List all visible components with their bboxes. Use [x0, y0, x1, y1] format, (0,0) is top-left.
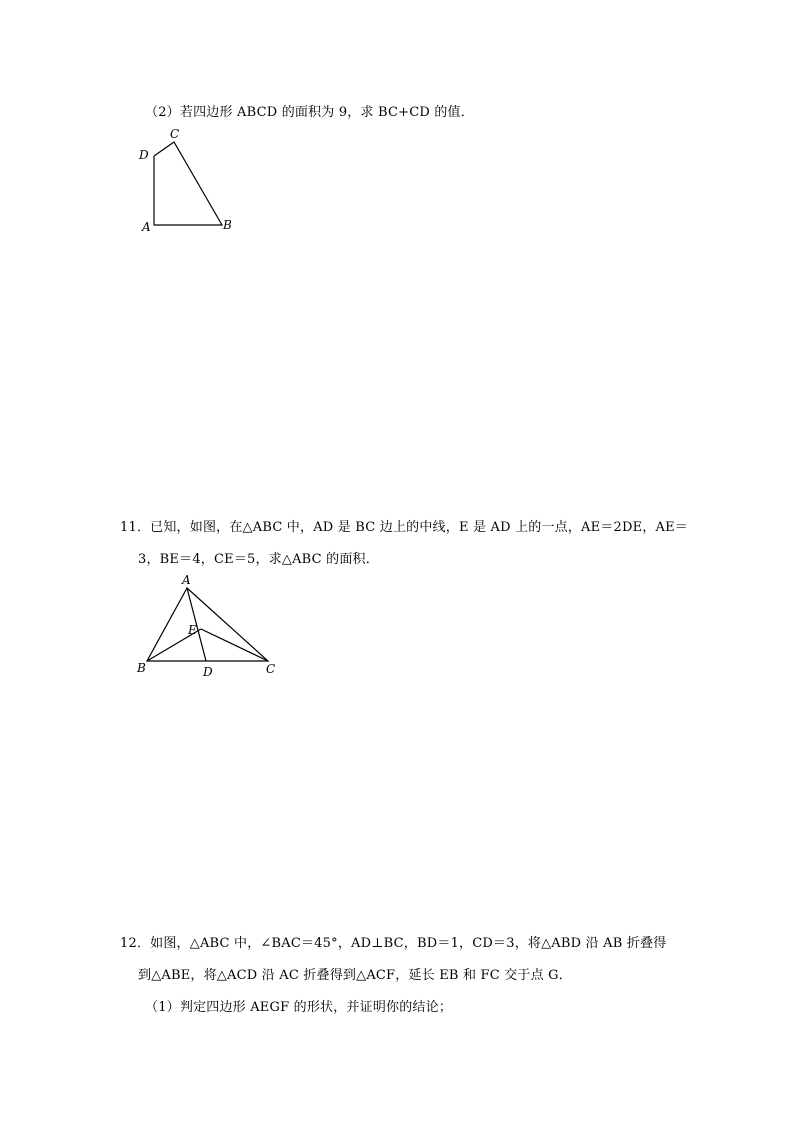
- q11-label-A: A: [182, 573, 191, 587]
- q10-part2-text: （2）若四边形 ABCD 的面积为 9，求 BC+CD 的值．: [145, 105, 474, 120]
- q12-text-line1: 12．如图，△ABC 中，∠BAC＝45°，AD⊥BC，BD＝1，CD＝3，将△ABD 沿 AB 折叠得: [120, 936, 667, 951]
- q11-label-E: E: [188, 623, 197, 637]
- q10-label-A: A: [142, 220, 151, 234]
- q11-label-B: B: [137, 661, 146, 675]
- q12-part1-text: （1）判定四边形 AEGF 的形状，并证明你的结论；: [145, 1000, 453, 1015]
- q11-segment-CE: [201, 629, 268, 661]
- q10-label-C: C: [170, 127, 180, 141]
- q11-text-line1: 11．已知，如图，在△ABC 中，AD 是 BC 边上的中线，E 是 AD 上的一点，AE＝2DE，AE＝: [120, 520, 688, 535]
- q11-label-C: C: [266, 662, 276, 676]
- q10-label-D: D: [139, 148, 149, 162]
- q12-text-line2: 到△ABE，将△ACD 沿 AC 折叠得到△ACF，延长 EB 和 FC 交于点 G．: [138, 968, 572, 983]
- q11-triangle-figure: [130, 570, 290, 685]
- q11-text-line2: 3，BE＝4，CE＝5，求△ABC 的面积．: [138, 552, 379, 567]
- q10-quadrilateral-outline: [154, 142, 222, 225]
- q11-label-D: D: [203, 665, 213, 679]
- q10-label-B: B: [223, 218, 232, 232]
- q10-quadrilateral-figure: [130, 120, 250, 240]
